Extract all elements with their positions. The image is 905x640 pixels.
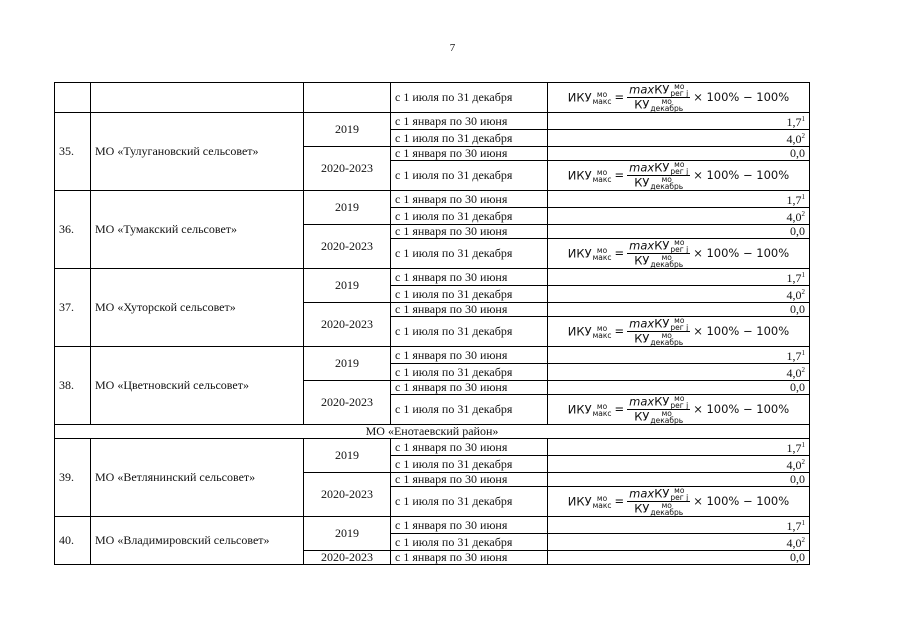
table-row xyxy=(55,517,810,534)
year-range: 2020-2023 xyxy=(304,303,391,347)
period-h2: с 1 июля по 31 декабря xyxy=(391,317,548,347)
year-2019: 2019 xyxy=(304,113,391,147)
formula: ИКУ мо макс = maxКУ мо рег j КУ мо декабрь × 100% − 100% xyxy=(567,394,790,425)
row-number: 35. xyxy=(55,113,91,191)
value-cell: $4,0^2$ xyxy=(548,456,810,473)
table-row xyxy=(55,269,810,286)
table-row xyxy=(55,347,810,364)
value-cell: $4,0^2$ xyxy=(548,286,810,303)
value-cell: $4,0^2$ xyxy=(548,364,810,381)
period-h2: с 1 июля по 31 декабря xyxy=(391,130,548,147)
year-2019: 2019 xyxy=(304,269,391,303)
value-cell: $1,7^1$ xyxy=(548,191,810,208)
period-h2: с 1 июля по 31 декабря xyxy=(391,208,548,225)
table-row xyxy=(55,113,810,130)
municipality-name: МО «Цветновский сельсовет» xyxy=(91,347,304,425)
value-cell: $1,7^1$ xyxy=(548,439,810,456)
value-cell: $1,7^1$ xyxy=(548,347,810,364)
table-row xyxy=(55,439,810,456)
page-number: 7 xyxy=(449,42,456,54)
formula: ИКУ мо макс = maxКУ мо рег j КУ мо декабрь × 100% − 100% xyxy=(567,486,790,517)
row-number: 39. xyxy=(55,439,91,517)
municipality-name: МО «Владимировский сельсовет» xyxy=(91,517,304,565)
tariff-table xyxy=(54,82,810,565)
value-cell: 0,0 xyxy=(548,473,810,487)
period-h2: с 1 июля по 31 декабря xyxy=(391,456,548,473)
period-h1: с 1 января по 30 июня xyxy=(391,551,548,565)
period-cell: с 1 июля по 31 декабря xyxy=(391,83,548,113)
period-h1: с 1 января по 30 июня xyxy=(391,439,548,456)
period-h2: с 1 июля по 31 декабря xyxy=(391,161,548,191)
value-cell: 0,0 xyxy=(548,551,810,565)
period-h1: с 1 января по 30 июня xyxy=(391,473,548,487)
year-2019: 2019 xyxy=(304,439,391,473)
section-title: МО «Енотаевский район» xyxy=(55,425,810,439)
row-number: 37. xyxy=(55,269,91,347)
year-cell xyxy=(304,83,391,113)
year-2019: 2019 xyxy=(304,191,391,225)
formula-cell xyxy=(548,161,810,191)
period-h2: с 1 июля по 31 декабря xyxy=(391,534,548,551)
formula: ИКУ мо макс = maxКУ мо рег j КУ мо декабрь × 100% − 100% xyxy=(567,82,790,113)
period-h1: с 1 января по 30 июня xyxy=(391,303,548,317)
value-cell: $1,7^1$ xyxy=(548,517,810,534)
year-range: 2020-2023 xyxy=(304,381,391,425)
period-h2: с 1 июля по 31 декабря xyxy=(391,487,548,517)
formula: ИКУ мо макс = maxКУ мо рег j КУ мо декабрь × 100% − 100% xyxy=(567,316,790,347)
period-h1: с 1 января по 30 июня xyxy=(391,147,548,161)
value-cell: $1,7^1$ xyxy=(548,269,810,286)
year-2019: 2019 xyxy=(304,517,391,551)
value-cell: $4,0^2$ xyxy=(548,208,810,225)
period-h2: с 1 июля по 31 декабря xyxy=(391,286,548,303)
year-range: 2020-2023 xyxy=(304,225,391,269)
formula-cell xyxy=(548,395,810,425)
num-cell xyxy=(55,83,91,113)
period-h2: с 1 июля по 31 декабря xyxy=(391,239,548,269)
formula-cell xyxy=(548,83,810,113)
value-cell: $4,0^2$ xyxy=(548,534,810,551)
period-h1: с 1 января по 30 июня xyxy=(391,347,548,364)
period-h1: с 1 января по 30 июня xyxy=(391,191,548,208)
section-row xyxy=(55,425,810,439)
year-range: 2020-2023 xyxy=(304,473,391,517)
value-cell: $1,7^1$ xyxy=(548,113,810,130)
formula-cell xyxy=(548,487,810,517)
row-number: 38. xyxy=(55,347,91,425)
formula-cell xyxy=(548,317,810,347)
row-number: 40. xyxy=(55,517,91,565)
period-h1: с 1 января по 30 июня xyxy=(391,381,548,395)
period-h1: с 1 января по 30 июня xyxy=(391,269,548,286)
table-row-continuation xyxy=(55,83,810,113)
year-2019: 2019 xyxy=(304,347,391,381)
year-range: 2020-2023 xyxy=(304,147,391,191)
row-number: 36. xyxy=(55,191,91,269)
value-cell: 0,0 xyxy=(548,303,810,317)
value-cell: 0,0 xyxy=(548,381,810,395)
value-cell: 0,0 xyxy=(548,225,810,239)
period-h1: с 1 января по 30 июня xyxy=(391,113,548,130)
period-h1: с 1 января по 30 июня xyxy=(391,517,548,534)
period-h2: с 1 июля по 31 декабря xyxy=(391,364,548,381)
period-h2: с 1 июля по 31 декабря xyxy=(391,395,548,425)
value-cell: $4,0^2$ xyxy=(548,130,810,147)
table-row xyxy=(55,191,810,208)
municipality-name: МО «Тулугановский сельсовет» xyxy=(91,113,304,191)
formula: ИКУ мо макс = maxКУ мо рег j КУ мо декабрь × 100% − 100% xyxy=(567,238,790,269)
formula: ИКУ мо макс = maxКУ мо рег j КУ мо декабрь × 100% − 100% xyxy=(567,160,790,191)
year-range: 2020-2023 xyxy=(304,551,391,565)
municipality-name: МО «Тумакский сельсовет» xyxy=(91,191,304,269)
name-cell xyxy=(91,83,304,113)
value-cell: 0,0 xyxy=(548,147,810,161)
formula-cell xyxy=(548,239,810,269)
municipality-name: МО «Хуторской сельсовет» xyxy=(91,269,304,347)
municipality-name: МО «Ветлянинский сельсовет» xyxy=(91,439,304,517)
period-h1: с 1 января по 30 июня xyxy=(391,225,548,239)
